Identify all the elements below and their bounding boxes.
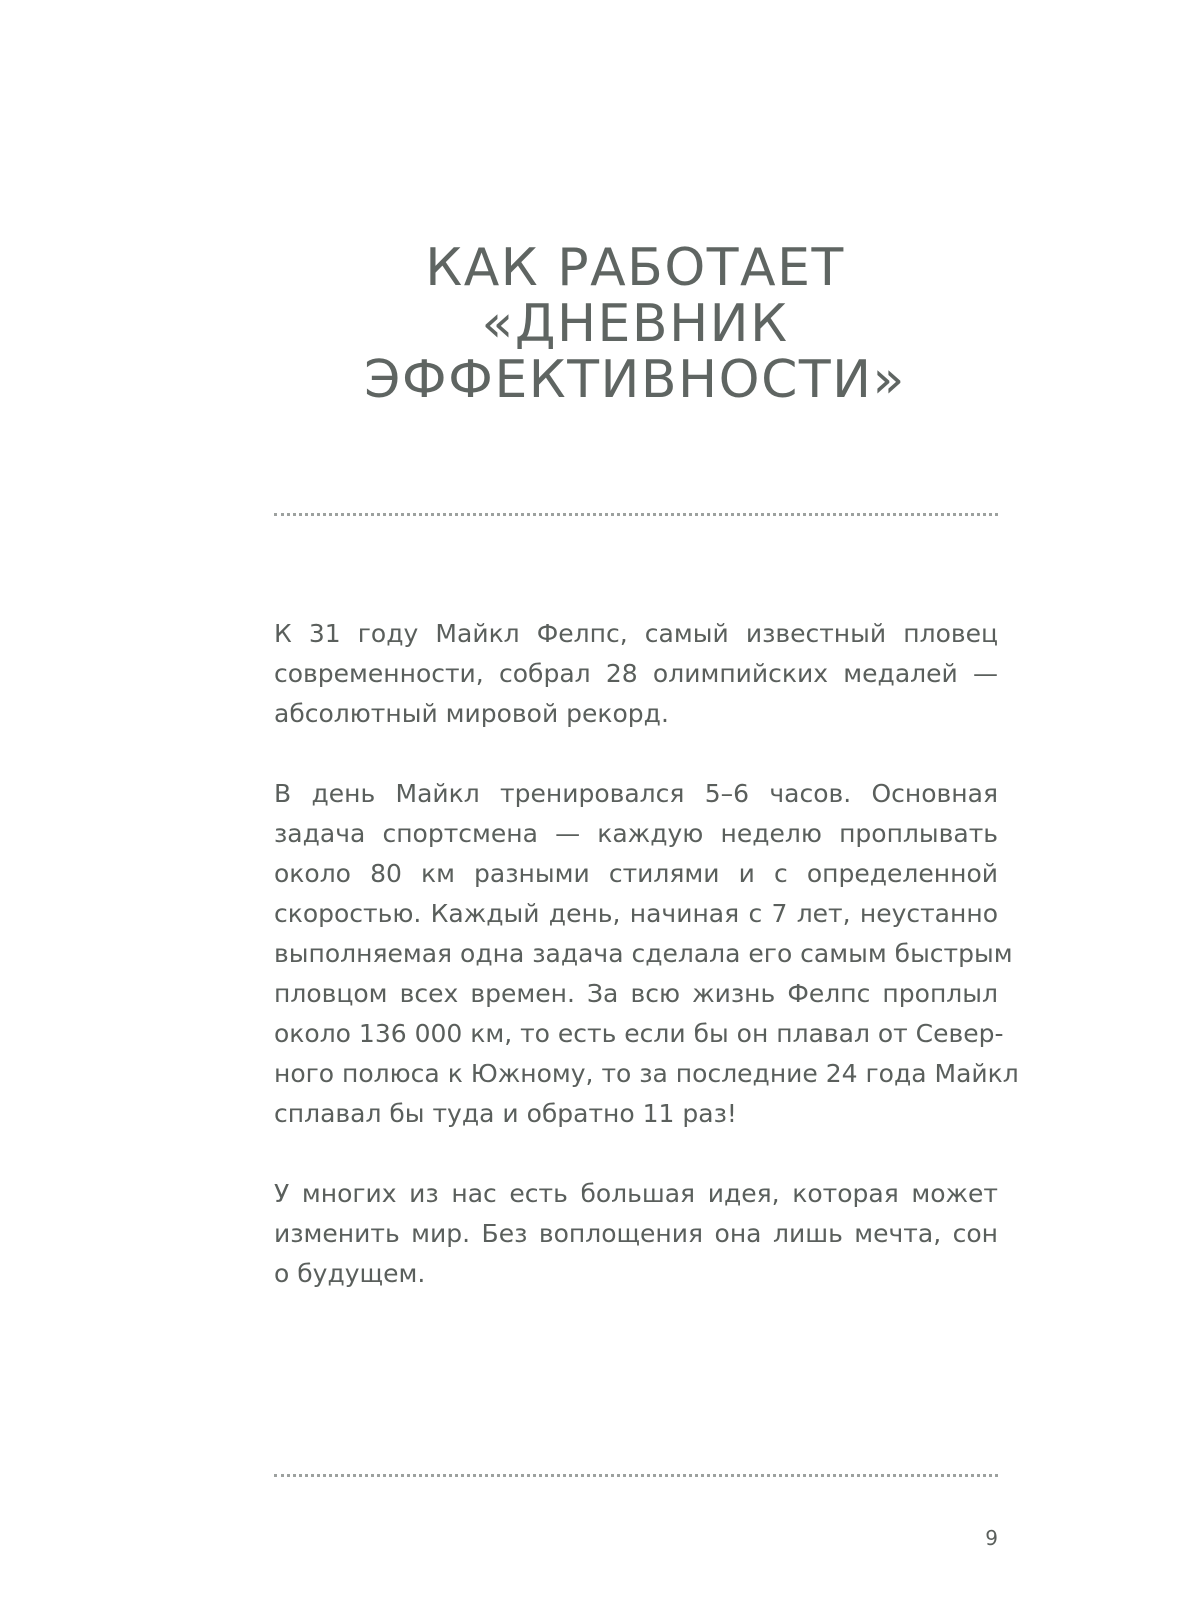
bottom-dotted-divider	[274, 1474, 998, 1477]
text-line: выполняемая одна задача сделала его самым быстрым	[274, 939, 1013, 968]
text-line: задача спортсмена — каждую неделю проплывать	[274, 819, 998, 848]
chapter-title-line: ЭФФЕКТИВНОСТИ»	[364, 350, 906, 410]
paragraph-phelps-record	[274, 614, 998, 734]
text-line: сплавал бы туда и обратно 11 раз!	[274, 1099, 737, 1128]
text-line: пловцом всех времен. За всю жизнь Фелпс проплыл	[274, 979, 998, 1008]
text-line: скоростью. Каждый день, начиная с 7 лет, неустанно	[274, 899, 998, 928]
chapter-title-line: «ДНЕВНИК	[481, 294, 789, 354]
text-line: современности, собрал 28 олимпийских медалей —	[274, 659, 998, 688]
body-text	[274, 614, 1019, 1334]
text-line: абсолютный мировой рекорд.	[274, 699, 669, 728]
chapter-title-line: КАК РАБОТАЕТ	[425, 238, 845, 298]
text-line: ного полюса к Южному, то за последние 24 года Майкл	[274, 1059, 1019, 1088]
text-line: о будущем.	[274, 1259, 426, 1288]
chapter-title	[0, 240, 1200, 408]
text-line: У многих из нас есть большая идея, которая может	[274, 1179, 998, 1208]
text-line: около 136 000 км, то есть если бы он плавал от Север-	[274, 1019, 1004, 1048]
page-number: 9	[985, 1526, 998, 1550]
top-dotted-divider	[274, 513, 998, 516]
text-line: В день Майкл тренировался 5–6 часов. Основная	[274, 779, 998, 808]
paragraph-big-idea	[274, 1174, 998, 1294]
text-line: около 80 км разными стилями и с определенной	[274, 859, 998, 888]
text-line: изменить мир. Без воплощения она лишь мечта, сон	[274, 1219, 998, 1248]
paragraph-phelps-training	[274, 774, 1019, 1134]
text-line: К 31 году Майкл Фелпс, самый известный пловец	[274, 619, 998, 648]
